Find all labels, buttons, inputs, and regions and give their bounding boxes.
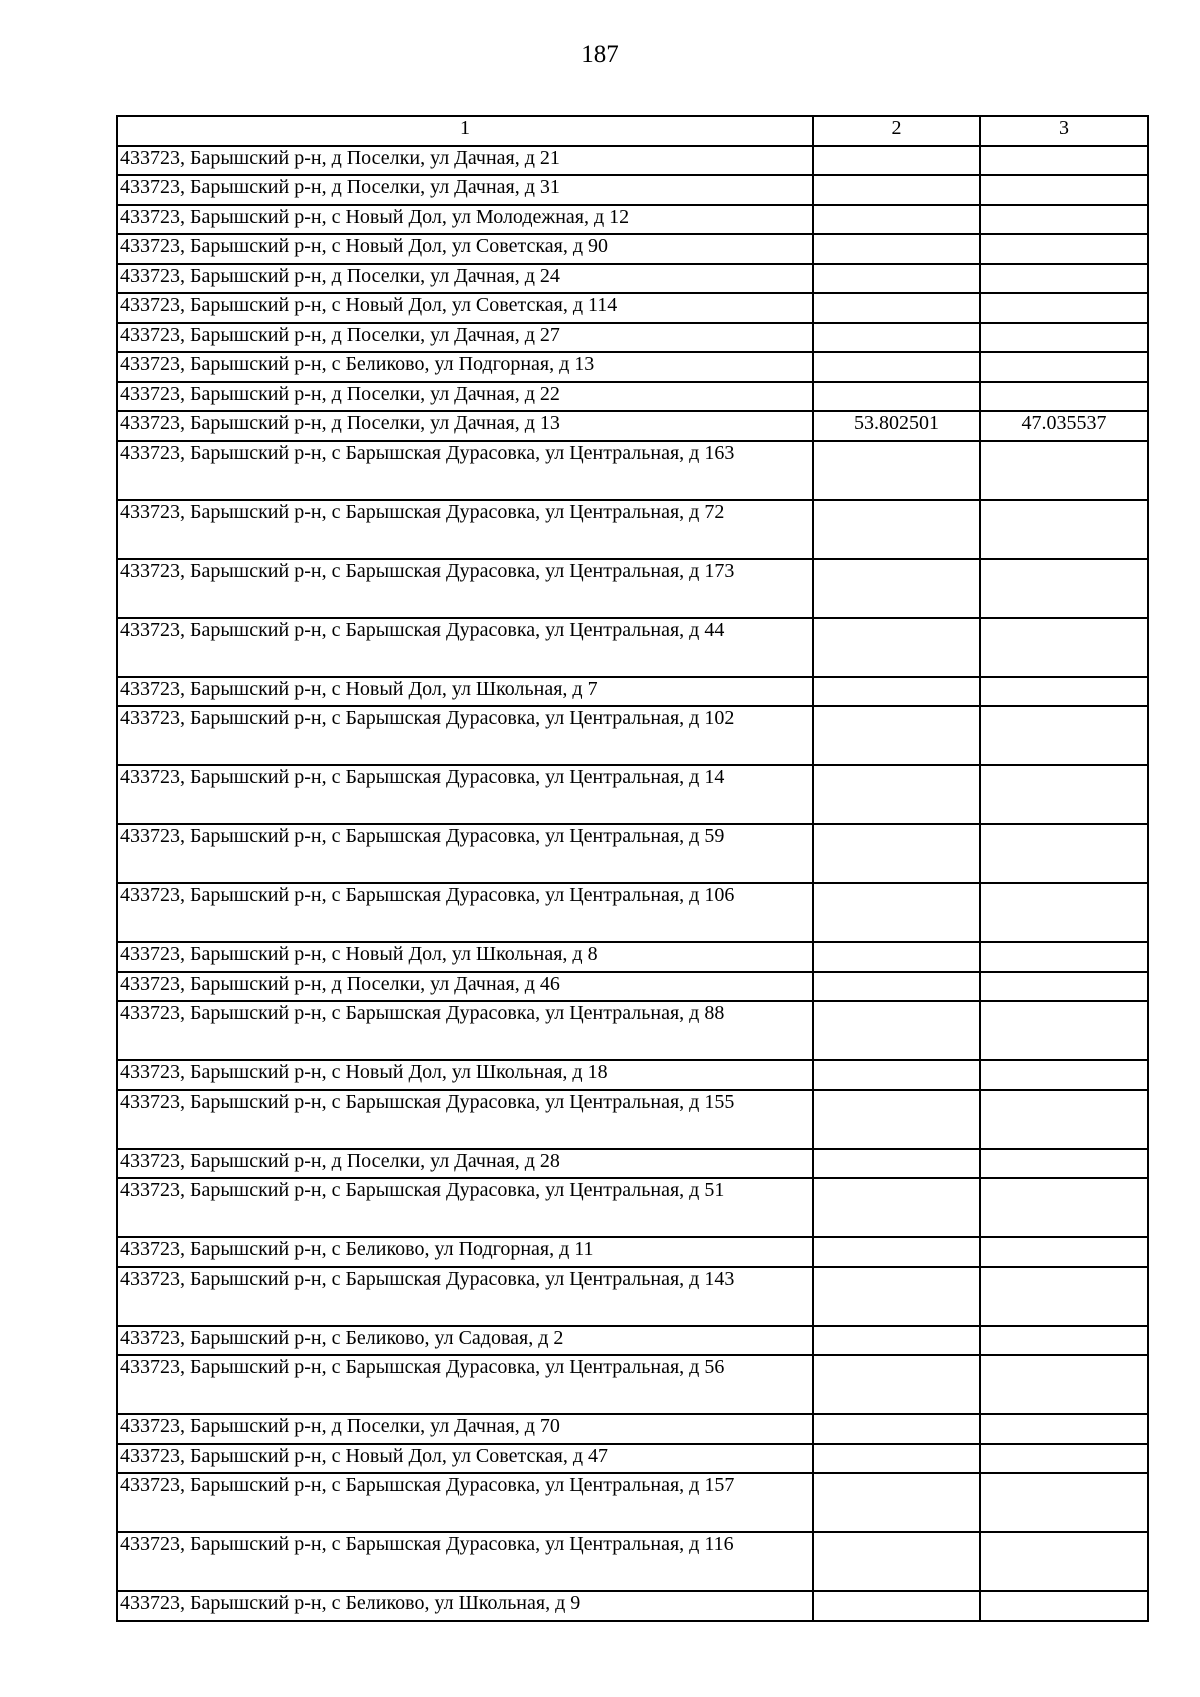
latitude-cell: [813, 1591, 980, 1621]
table-row: [117, 706, 1148, 765]
table-body: [117, 146, 1148, 1621]
table-row: [117, 205, 1148, 235]
table-row: [117, 1473, 1148, 1532]
table-row: [117, 1178, 1148, 1237]
latitude-cell: [813, 500, 980, 559]
table-row: [117, 1237, 1148, 1267]
longitude-cell: [980, 1001, 1148, 1060]
table-row: [117, 1149, 1148, 1179]
address-cell: 433723, Барышский р-н, с Новый Дол, ул Школьная, д 8: [117, 942, 813, 972]
address-cell: 433723, Барышский р-н, с Барышская Дурасовка, ул Центральная, д 106: [117, 883, 813, 942]
table-header-row: [117, 116, 1148, 146]
longitude-cell: [980, 1267, 1148, 1326]
latitude-cell: [813, 382, 980, 412]
table-row: [117, 618, 1148, 677]
table-row: [117, 1355, 1148, 1414]
latitude-cell: [813, 205, 980, 235]
longitude-cell: [980, 677, 1148, 707]
table-row: [117, 1060, 1148, 1090]
address-cell: 433723, Барышский р-н, с Беликово, ул Подгорная, д 11: [117, 1237, 813, 1267]
column-header-address: 1: [117, 116, 813, 146]
address-cell: 433723, Барышский р-н, с Новый Дол, ул Молодежная, д 12: [117, 205, 813, 235]
latitude-cell: [813, 972, 980, 1002]
address-cell: 433723, Барышский р-н, д Поселки, ул Дачная, д 13: [117, 411, 813, 441]
address-cell: 433723, Барышский р-н, с Барышская Дурасовка, ул Центральная, д 155: [117, 1090, 813, 1149]
longitude-cell: [980, 234, 1148, 264]
table-row: [117, 175, 1148, 205]
latitude-cell: 53.802501: [813, 411, 980, 441]
longitude-cell: [980, 175, 1148, 205]
longitude-cell: [980, 382, 1148, 412]
longitude-cell: [980, 559, 1148, 618]
latitude-cell: [813, 1532, 980, 1591]
longitude-cell: [980, 323, 1148, 353]
table-row: [117, 352, 1148, 382]
latitude-cell: [813, 441, 980, 500]
longitude-cell: [980, 972, 1148, 1002]
latitude-cell: [813, 1473, 980, 1532]
address-cell: 433723, Барышский р-н, с Беликово, ул Школьная, д 9: [117, 1591, 813, 1621]
table-row: [117, 1591, 1148, 1621]
table-row: [117, 677, 1148, 707]
address-cell: 433723, Барышский р-н, с Беликово, ул Садовая, д 2: [117, 1326, 813, 1356]
address-cell: 433723, Барышский р-н, с Барышская Дурасовка, ул Центральная, д 173: [117, 559, 813, 618]
longitude-cell: [980, 1591, 1148, 1621]
latitude-cell: [813, 175, 980, 205]
table-row: [117, 1326, 1148, 1356]
latitude-cell: [813, 1414, 980, 1444]
column-header-longitude: 3: [980, 116, 1148, 146]
longitude-cell: [980, 205, 1148, 235]
latitude-cell: [813, 1326, 980, 1356]
address-cell: 433723, Барышский р-н, д Поселки, ул Дачная, д 22: [117, 382, 813, 412]
longitude-cell: [980, 1444, 1148, 1474]
longitude-cell: [980, 1149, 1148, 1179]
address-cell: 433723, Барышский р-н, с Барышская Дурасовка, ул Центральная, д 143: [117, 1267, 813, 1326]
longitude-cell: [980, 1473, 1148, 1532]
latitude-cell: [813, 677, 980, 707]
latitude-cell: [813, 146, 980, 176]
table-row: [117, 441, 1148, 500]
address-cell: 433723, Барышский р-н, с Барышская Дурасовка, ул Центральная, д 59: [117, 824, 813, 883]
address-cell: 433723, Барышский р-н, д Поселки, ул Дачная, д 70: [117, 1414, 813, 1444]
table-row: [117, 323, 1148, 353]
address-cell: 433723, Барышский р-н, д Поселки, ул Дачная, д 46: [117, 972, 813, 1002]
latitude-cell: [813, 1001, 980, 1060]
latitude-cell: [813, 1444, 980, 1474]
table-row: [117, 411, 1148, 441]
longitude-cell: [980, 293, 1148, 323]
longitude-cell: [980, 883, 1148, 942]
table-row: [117, 1267, 1148, 1326]
address-cell: 433723, Барышский р-н, с Барышская Дурасовка, ул Центральная, д 51: [117, 1178, 813, 1237]
table-row: [117, 972, 1148, 1002]
longitude-cell: [980, 942, 1148, 972]
address-cell: 433723, Барышский р-н, с Барышская Дурасовка, ул Центральная, д 102: [117, 706, 813, 765]
latitude-cell: [813, 765, 980, 824]
address-cell: 433723, Барышский р-н, с Барышская Дурасовка, ул Центральная, д 72: [117, 500, 813, 559]
address-cell: 433723, Барышский р-н, с Новый Дол, ул Советская, д 114: [117, 293, 813, 323]
latitude-cell: [813, 234, 980, 264]
longitude-cell: [980, 618, 1148, 677]
address-cell: 433723, Барышский р-н, с Барышская Дурасовка, ул Центральная, д 116: [117, 1532, 813, 1591]
longitude-cell: [980, 1532, 1148, 1591]
longitude-cell: [980, 264, 1148, 294]
table-row: [117, 293, 1148, 323]
table-row: [117, 765, 1148, 824]
longitude-cell: [980, 706, 1148, 765]
longitude-cell: [980, 146, 1148, 176]
longitude-cell: 47.035537: [980, 411, 1148, 441]
column-header-latitude: 2: [813, 116, 980, 146]
address-cell: 433723, Барышский р-н, д Поселки, ул Дачная, д 27: [117, 323, 813, 353]
longitude-cell: [980, 1237, 1148, 1267]
address-cell: 433723, Барышский р-н, с Барышская Дурасовка, ул Центральная, д 44: [117, 618, 813, 677]
longitude-cell: [980, 1326, 1148, 1356]
latitude-cell: [813, 706, 980, 765]
latitude-cell: [813, 264, 980, 294]
longitude-cell: [980, 1355, 1148, 1414]
address-cell: 433723, Барышский р-н, с Барышская Дурасовка, ул Центральная, д 56: [117, 1355, 813, 1414]
table-row: [117, 500, 1148, 559]
table-row: [117, 824, 1148, 883]
table-row: [117, 942, 1148, 972]
latitude-cell: [813, 1149, 980, 1179]
longitude-cell: [980, 441, 1148, 500]
table-row: [117, 1090, 1148, 1149]
longitude-cell: [980, 824, 1148, 883]
latitude-cell: [813, 942, 980, 972]
address-cell: 433723, Барышский р-н, д Поселки, ул Дачная, д 21: [117, 146, 813, 176]
table-row: [117, 234, 1148, 264]
address-cell: 433723, Барышский р-н, с Барышская Дурасовка, ул Центральная, д 88: [117, 1001, 813, 1060]
address-table: [116, 115, 1149, 1622]
latitude-cell: [813, 824, 980, 883]
address-cell: 433723, Барышский р-н, с Барышская Дурасовка, ул Центральная, д 14: [117, 765, 813, 824]
address-cell: 433723, Барышский р-н, с Новый Дол, ул Советская, д 47: [117, 1444, 813, 1474]
table-row: [117, 1001, 1148, 1060]
latitude-cell: [813, 293, 980, 323]
address-cell: 433723, Барышский р-н, с Новый Дол, ул Школьная, д 18: [117, 1060, 813, 1090]
latitude-cell: [813, 618, 980, 677]
address-cell: 433723, Барышский р-н, с Барышская Дурасовка, ул Центральная, д 163: [117, 441, 813, 500]
table-row: [117, 559, 1148, 618]
longitude-cell: [980, 765, 1148, 824]
table-row: [117, 1414, 1148, 1444]
page-number: 187: [581, 41, 619, 68]
address-cell: 433723, Барышский р-н, с Беликово, ул Подгорная, д 13: [117, 352, 813, 382]
latitude-cell: [813, 559, 980, 618]
latitude-cell: [813, 1355, 980, 1414]
longitude-cell: [980, 500, 1148, 559]
address-cell: 433723, Барышский р-н, с Новый Дол, ул Школьная, д 7: [117, 677, 813, 707]
latitude-cell: [813, 883, 980, 942]
longitude-cell: [980, 1414, 1148, 1444]
address-cell: 433723, Барышский р-н, д Поселки, ул Дачная, д 24: [117, 264, 813, 294]
latitude-cell: [813, 1178, 980, 1237]
latitude-cell: [813, 323, 980, 353]
address-cell: 433723, Барышский р-н, с Барышская Дурасовка, ул Центральная, д 157: [117, 1473, 813, 1532]
latitude-cell: [813, 352, 980, 382]
latitude-cell: [813, 1237, 980, 1267]
longitude-cell: [980, 352, 1148, 382]
latitude-cell: [813, 1060, 980, 1090]
longitude-cell: [980, 1178, 1148, 1237]
table-row: [117, 1444, 1148, 1474]
longitude-cell: [980, 1060, 1148, 1090]
table-row: [117, 264, 1148, 294]
table-row: [117, 382, 1148, 412]
latitude-cell: [813, 1267, 980, 1326]
longitude-cell: [980, 1090, 1148, 1149]
table-row: [117, 883, 1148, 942]
address-cell: 433723, Барышский р-н, с Новый Дол, ул Советская, д 90: [117, 234, 813, 264]
table-row: [117, 146, 1148, 176]
address-cell: 433723, Барышский р-н, д Поселки, ул Дачная, д 28: [117, 1149, 813, 1179]
table-row: [117, 1532, 1148, 1591]
latitude-cell: [813, 1090, 980, 1149]
address-cell: 433723, Барышский р-н, д Поселки, ул Дачная, д 31: [117, 175, 813, 205]
